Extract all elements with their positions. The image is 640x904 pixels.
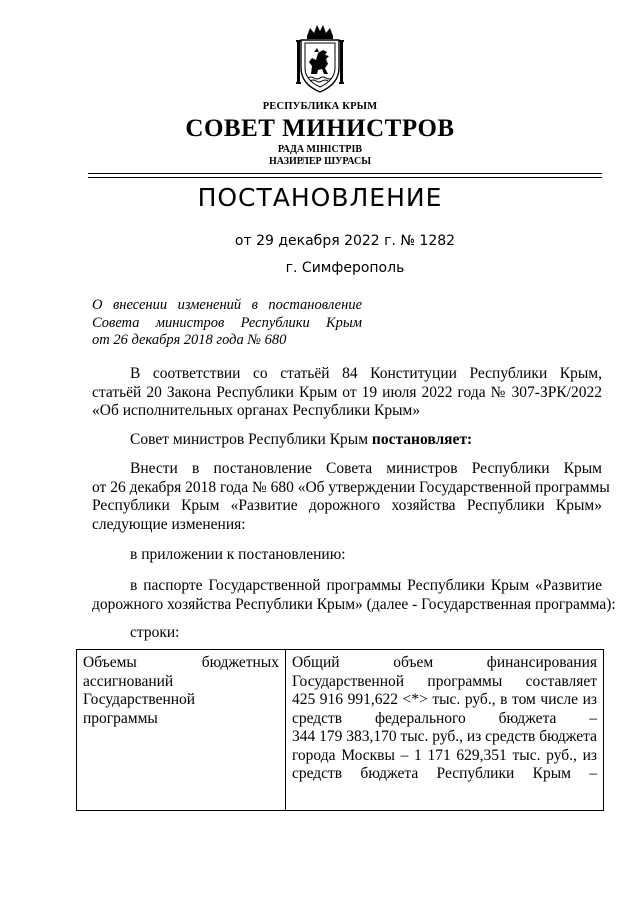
council-name-ukrainian: РАДА МІНІСТРІВ <box>277 144 363 155</box>
amendment-paragraph <box>92 460 610 534</box>
rows-paragraph <box>92 624 602 643</box>
document-city: г. Симферополь <box>285 260 405 276</box>
cell-line: города Москвы – 1 171 629,351 тыс. руб., из <box>291 746 597 764</box>
passport-table <box>76 649 604 811</box>
paragraph-line: Внести в постановление Совета министров Республики Крым <box>130 460 602 477</box>
cell-line: 344 179 383,170 тыс. руб., из средств бюджета <box>291 728 597 745</box>
table-cell-label <box>77 650 286 811</box>
passport-paragraph <box>92 577 616 614</box>
cell-spacer <box>292 784 597 804</box>
paragraph-line <box>92 431 602 450</box>
cell-line: средств бюджета Республики Крым – <box>291 765 597 782</box>
document-type-title: ПОСТАНОВЛЕНИЕ <box>197 183 443 212</box>
paragraph-line: «Об исполнительных органах Республики Крым» <box>92 402 421 419</box>
council-name: СОВЕТ МИНИСТРОВ <box>185 115 455 142</box>
preamble-paragraph <box>92 365 602 421</box>
paragraph-line: статьёй 20 Закона Республики Крым от 19 июля 2022 года № 307-ЗРК/2022 <box>92 383 602 401</box>
paragraph-line: дорожного хозяйства Республики Крым» (далее - Государственная программа): <box>92 595 616 613</box>
resolution-text: Совет министров Республики Крым <box>130 431 372 448</box>
resolution-verb: постановляет: <box>371 431 473 448</box>
cell-line: Общий объем финансирования <box>291 654 597 671</box>
table-cell-value <box>285 650 603 811</box>
document-date-number: от 29 декабря 2022 г. № 1282 <box>234 233 456 249</box>
document-subject <box>92 297 362 350</box>
council-name-crimean-tatar: НАЗИРЛЕР ШУРАСЫ <box>268 156 372 167</box>
cell-line: Государственной <box>83 691 196 708</box>
cell-line: ассигнований <box>83 672 174 690</box>
cell-line: 425 916 991,622 <*> тыс. руб., в том числе из <box>291 691 597 708</box>
paragraph-line: В соответствии со статьёй 84 Конституции Республики Крым, <box>130 365 602 382</box>
republic-name: РЕСПУБЛИКА КРЫМ <box>262 101 378 112</box>
subject-line: О внесении изменений в постановление <box>92 297 362 313</box>
crimea-coat-of-arms-icon <box>295 22 345 94</box>
header-divider <box>88 177 602 178</box>
paragraph-line: строки: <box>130 624 180 641</box>
paragraph-line: следующие изменения: <box>92 515 246 533</box>
paragraph-line: в приложении к постановлению: <box>130 546 346 563</box>
subject-line: Совета министров Республики Крым <box>92 314 362 331</box>
cell-line: Объемы бюджетных <box>83 654 279 671</box>
resolution-paragraph <box>92 431 602 450</box>
header-divider <box>88 173 602 174</box>
subject-line: от 26 декабря 2018 года № 680 <box>92 332 287 348</box>
appendix-paragraph <box>92 546 602 565</box>
paragraph-line: в паспорте Государственной программы Республики Крым «Развитие <box>130 577 602 594</box>
paragraph-line: от 26 декабря 2018 года № 680 «Об утверждении Государственной программы <box>92 478 610 496</box>
table-row <box>77 650 604 811</box>
paragraph-line: Республики Крым «Развитие дорожного хозяйства Республики Крым» <box>92 497 602 514</box>
cell-line: программы <box>83 709 158 727</box>
cell-line: средств федерального бюджета – <box>291 709 597 727</box>
cell-line: Государственной программы составляет <box>291 672 597 690</box>
